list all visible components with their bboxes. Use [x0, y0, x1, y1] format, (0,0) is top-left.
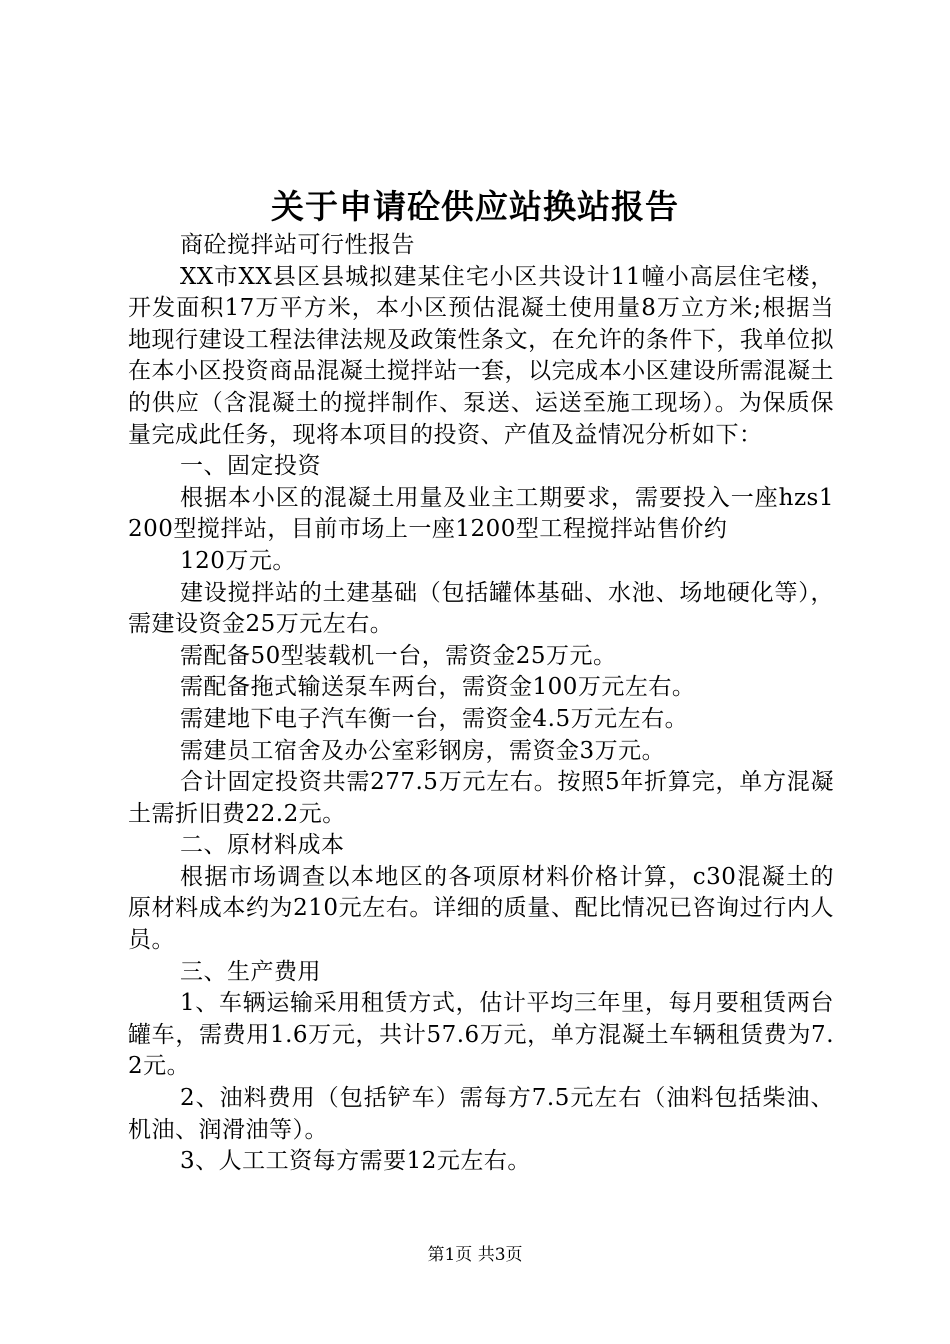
list-item: 2、油料费用（包括铲车）需每方7.5元左右（油料包括柴油、机油、润滑油等）。 — [128, 1085, 834, 1143]
section-heading-production-cost: 三、生产费用 — [180, 958, 321, 985]
paragraph: 需建地下电子汽车衡一台，需资金4.5万元左右。 — [180, 705, 689, 732]
paragraph: 建设搅拌站的土建基础（包括罐体基础、水池、场地硬化等），需建设资金25万元左右。 — [128, 579, 834, 638]
paragraph: 需建员工宿舍及办公室彩钢房，需资金3万元。 — [180, 737, 666, 764]
document-body — [128, 230, 834, 1178]
paragraph: 根据市场调查以本地区的各项原材料价格计算，c30混凝土的原材料成本约为210元左右。详细的质量、配比情况已咨询过行内人员。 — [128, 863, 834, 954]
document-title: 关于申请砼供应站换站报告 — [271, 187, 679, 226]
paragraph: 需配备50型装载机一台，需资金25万元。 — [180, 642, 617, 669]
paragraph: 根据本小区的混凝土用量及业主工期要求，需要投入一座hzs1200型搅拌站，目前市场上一座1200型工程搅拌站售价约 — [128, 484, 834, 543]
list-item: 3、人工工资每方需要12元左右。 — [180, 1148, 531, 1175]
section-heading-raw-material-cost: 二、原材料成本 — [180, 832, 345, 859]
paragraph: 合计固定投资共需277.5万元左右。按照5年折算完，单方混凝土需折旧费22.2元。 — [128, 769, 834, 827]
page-footer: 第1页 共3页 — [427, 1245, 523, 1265]
section-heading-fixed-investment: 一、固定投资 — [180, 453, 321, 480]
intro-paragraph: XX市XX县区县城拟建某住宅小区共设计11幢小高层住宅楼，开发面积17万平方米，本小区预估混凝土使用量8万立方米;根据当地现行建设工程法律法规及政策性条文，在允许的条件下，我单位拟在本小区投资商品混凝土搅拌站一套，以完成本小区建设所需混凝土的供应（含混凝土的搅拌制作、泵送、运送至施工现场）。为保质保量完成此任务，现将本项目的投资、产值及益情况分析如下： — [128, 263, 834, 448]
subtitle-paragraph: 商砼搅拌站可行性报告 — [180, 232, 415, 258]
paragraph: 120万元。 — [180, 547, 296, 574]
list-item: 1、车辆运输采用租赁方式，估计平均三年里，每月要租赁两台罐车，需费用1.6万元，共计57.6万元，单方混凝土车辆租赁费为7.2元。 — [128, 990, 834, 1080]
paragraph: 需配备拖式输送泵车两台，需资金100万元左右。 — [180, 674, 696, 701]
